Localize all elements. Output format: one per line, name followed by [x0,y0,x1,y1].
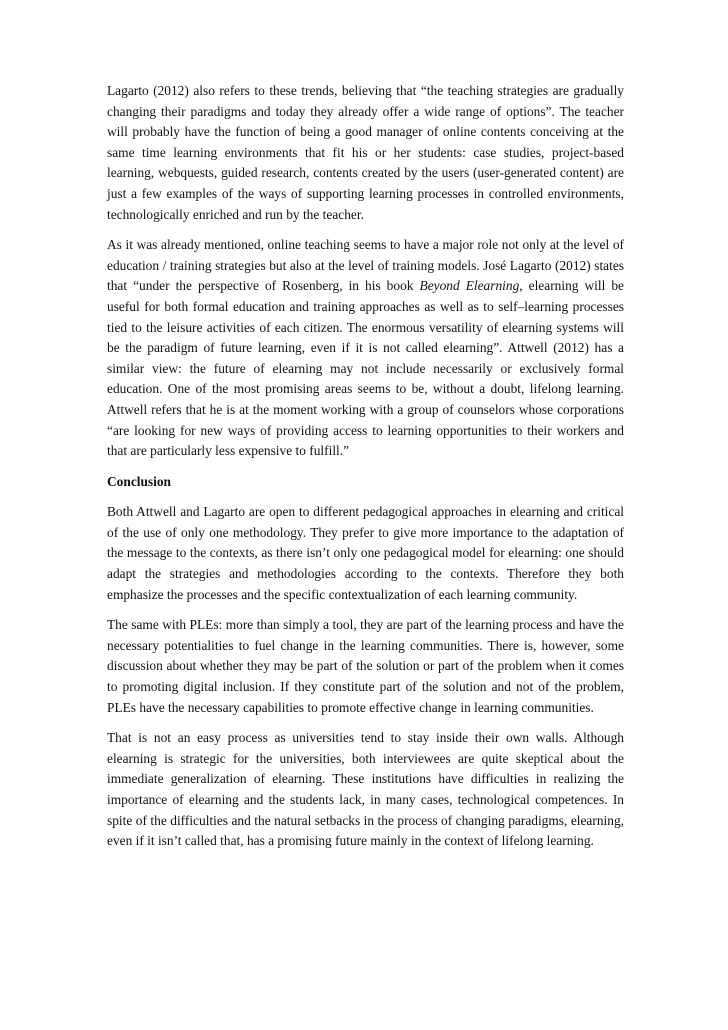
conclusion-heading: Conclusion [107,473,171,489]
book-title-beyond-elearning: Beyond Elearning [419,278,520,294]
paragraph-online-teaching-part2: , elearning will be useful for both formal education and training approaches as well as to self–learning processes tied to the leisure activities of each citizen. The enormous versatility of elearning systems will be the paradigm of future learning, even if it is not called elearning”. Attwell (2012) has a similar view: the future of elearning may not include necessarily or exclusively formal education. One of the most promising areas seems to be, without a doubt, lifelong learning. Attwell refers that he is at the moment working with a group of counselors whose corporations “are looking for new ways of providing access to learning opportunities to their workers and that are particularly less expensive to fulfill.” [107,278,625,459]
paragraph-universities: That is not an easy process as universities tend to stay inside their own walls. Although elearning is strategic for the universities, both interviewees are quite skeptical about the immediate generalization of elearning. These institutions have difficulties in realizing the importance of elearning and the students lack, in many cases, technological competences. In spite of the difficulties and the natural setbacks in the process of changing paradigms, elearning, even if it isn’t called that, has a promising future mainly in the context of lifelong learning. [107,730,624,849]
paragraph-online-teaching-part1: As it was already mentioned, online teaching seems to have a major role not only at the level of education / training strategies but also at the level of training models. José Lagarto (2012) states that “under the perspective of Rosenberg, in his book [107,237,624,294]
paragraph-pedagogical-approaches: Both Attwell and Lagarto are open to different pedagogical approaches in elearning and critical of the use of only one methodology. They prefer to give more importance to the adaptation of the message to the contexts, as there isn’t only one pedagogical model for elearning: one should adapt the strategies and methodologies according to the contexts. Therefore they both emphasize the processes and the specific contextualization of each learning community. [107,504,624,602]
document-page [107,81,624,862]
paragraph-ples: The same with PLEs: more than simply a tool, they are part of the learning process and have the necessary potentialities to fuel change in the learning communities. There is, however, some discussion about whether they may be part of the solution or part of the problem when it comes to promoting digital inclusion. If they constitute part of the solution and not of the problem, PLEs have the necessary capabilities to promote effective change in learning communities. [107,617,624,715]
paragraph-online-teaching [107,235,624,462]
paragraph-lagarto-trends: Lagarto (2012) also refers to these trends, believing that “the teaching strategies are gradually changing their paradigms and today they already offer a wide range of options”. The teacher will probably have the function of being a good manager of online contents conceiving at the same time learning environments that fit his or her students: case studies, project-based learning, webquests, guided research, contents created by the users (user-generated content) are just a few examples of the ways of supporting learning processes in controlled environments, technologically enriched and run by the teacher. [107,83,624,222]
